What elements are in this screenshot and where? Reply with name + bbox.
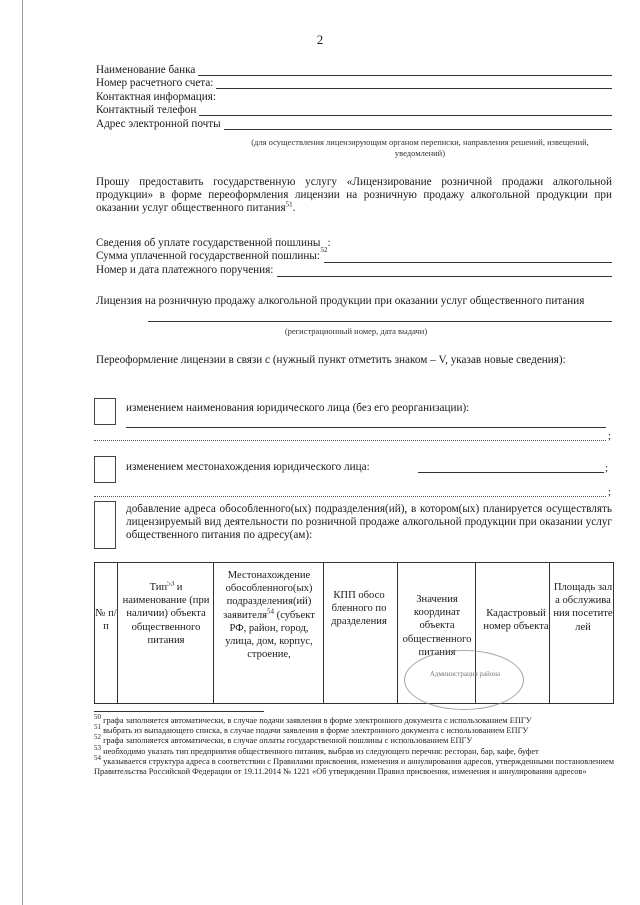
addresses-table <box>94 562 614 704</box>
table-header-cadastral: Кадастровый номер объекта <box>483 608 549 633</box>
footnote-separator <box>94 711 264 712</box>
duty-section: Сведения об уплате государственной пошлины 52 : Сумма уплаченной государственной пошлины: Номер и дата платежного поручения: <box>96 236 612 277</box>
stamp-seal <box>404 650 524 710</box>
field-label: Контактная информация: <box>96 90 216 103</box>
option-relocate-field-cont[interactable] <box>94 496 606 497</box>
option-relocate-field[interactable] <box>418 472 604 473</box>
footnote: $^{54}$ указывается структура адреса в соответствии с Правилами присвоения, изменения и аннулирования адресов, утвержденными постановлением Правительства Российской Федерации от 19.11.2014 № 1221 «Об утверждении Правил присвоения, изменения и аннулирования адресов» <box>94 754 614 777</box>
phone-field[interactable] <box>199 105 612 116</box>
field-label: Адрес электронной почты <box>96 117 221 130</box>
table-header-coords: Значения координат объекта общественного питания <box>402 594 472 658</box>
request-paragraph: Прошу предоставить государственную услугу «Лицензирование розничной продажи алкогольной продукции» в форме переоформления лицензии на розничную продажу алкогольной продукции при оказании услуг общественного питания$^{51}$. <box>96 176 612 214</box>
license-number-field[interactable] <box>148 321 612 322</box>
table-header-type: Тип$^{53}$ и наименование (при наличии) объекта общественного питания <box>122 581 210 646</box>
table-header-area: Площадь зала обслуживания посетителей <box>553 582 613 633</box>
page-edge <box>22 0 23 905</box>
option-add-address-label: добавление адреса обособленного(ых) подразделения(ий), в котором(ых) планируется осуществлять лицензируемый вид деятельности по розничной продаже алкогольной продукции при оказании услуг общественного питания по адресу(ам): <box>126 503 612 541</box>
option-relocate-checkbox[interactable] <box>94 456 116 483</box>
request-text: Прошу предоставить государственную услугу «Лицензирование розничной продажи алкогольной продукции» в форме переоформления лицензии на розничную продажу алкогольной продукции при оказании услуг общественного питания <box>96 176 612 214</box>
table-header-location: Местонахождение обособленного(ых) подразделения(ий) заявителя$^{54}$ (субъект РФ, район, город, улица, дом, корпус, строение, <box>223 570 315 661</box>
option-rename-label: изменением наименования юридического лица (без его реорганизации): <box>126 402 470 414</box>
footnotes <box>94 713 614 777</box>
duty-header: Сведения об уплате государственной пошлины <box>96 236 321 249</box>
option-rename-checkbox[interactable] <box>94 398 116 425</box>
option-add-address-checkbox[interactable] <box>94 501 116 549</box>
license-note: (регистрационный номер, дата выдачи) <box>284 326 428 336</box>
bank-name-field[interactable] <box>198 65 612 76</box>
license-text: Лицензия на розничную продажу алкогольной продукции при оказании услуг общественного питания <box>96 295 585 307</box>
footnote-ref: 51 <box>285 200 293 209</box>
option-relocate-label: изменением местонахождения юридического лица: <box>126 461 370 473</box>
payment-order-label: Номер и дата платежного поручения: <box>96 263 274 276</box>
duty-sum-label: Сумма уплаченной государственной пошлины: <box>96 250 321 262</box>
footnote: $^{53}$ необходимо указать тип предприятия общественного питания, выбрав из следующего перечня: ресторан, бар, кафе, буфет <box>94 743 539 756</box>
table-header-kpp: КПП обособленного подразделения <box>331 590 387 628</box>
reissue-text: Переоформление лицензии в связи с (нужный пункт отметить знаком – V, указав новые сведения): <box>96 354 566 366</box>
table-header-num: № п/п <box>95 608 117 633</box>
field-label: Наименование банка <box>96 63 196 76</box>
duty-sum-field[interactable] <box>324 252 612 263</box>
bank-name-row <box>96 62 612 76</box>
bank-fields <box>96 62 612 130</box>
option-rename-field[interactable] <box>126 427 606 428</box>
field-label: Номер расчетного счета: <box>96 77 214 89</box>
footnote: $^{50}$ графа заполняется автоматически, в случае подачи заявления в форме электронного документа с использованием ЕПГУ <box>94 713 532 725</box>
account-number-field[interactable] <box>216 78 612 89</box>
contact-info-row <box>96 89 612 103</box>
footnote: $^{52}$ графа заполняется автоматически, в случае оплаты государственной пошлины с использованием ЕПГУ <box>94 733 473 746</box>
payment-order-field[interactable] <box>277 266 612 277</box>
email-note: (для осуществления лицензирующим органом переписки, направления решений, извещений, уведомлений) <box>251 137 589 158</box>
option-rename-field-cont[interactable] <box>94 440 606 441</box>
footnote: $^{51}$ выбрать из выпадающего списка, в случае подачи заявления в форме электронного документа с использованием ЕПГУ <box>94 723 529 736</box>
email-field[interactable] <box>224 119 612 130</box>
account-row <box>96 76 612 90</box>
phone-row <box>96 103 612 117</box>
field-label: Контактный телефон <box>96 104 197 116</box>
stamp-text: Администрация района <box>429 670 501 678</box>
email-row <box>96 116 612 130</box>
page-number: 2 <box>316 32 324 47</box>
